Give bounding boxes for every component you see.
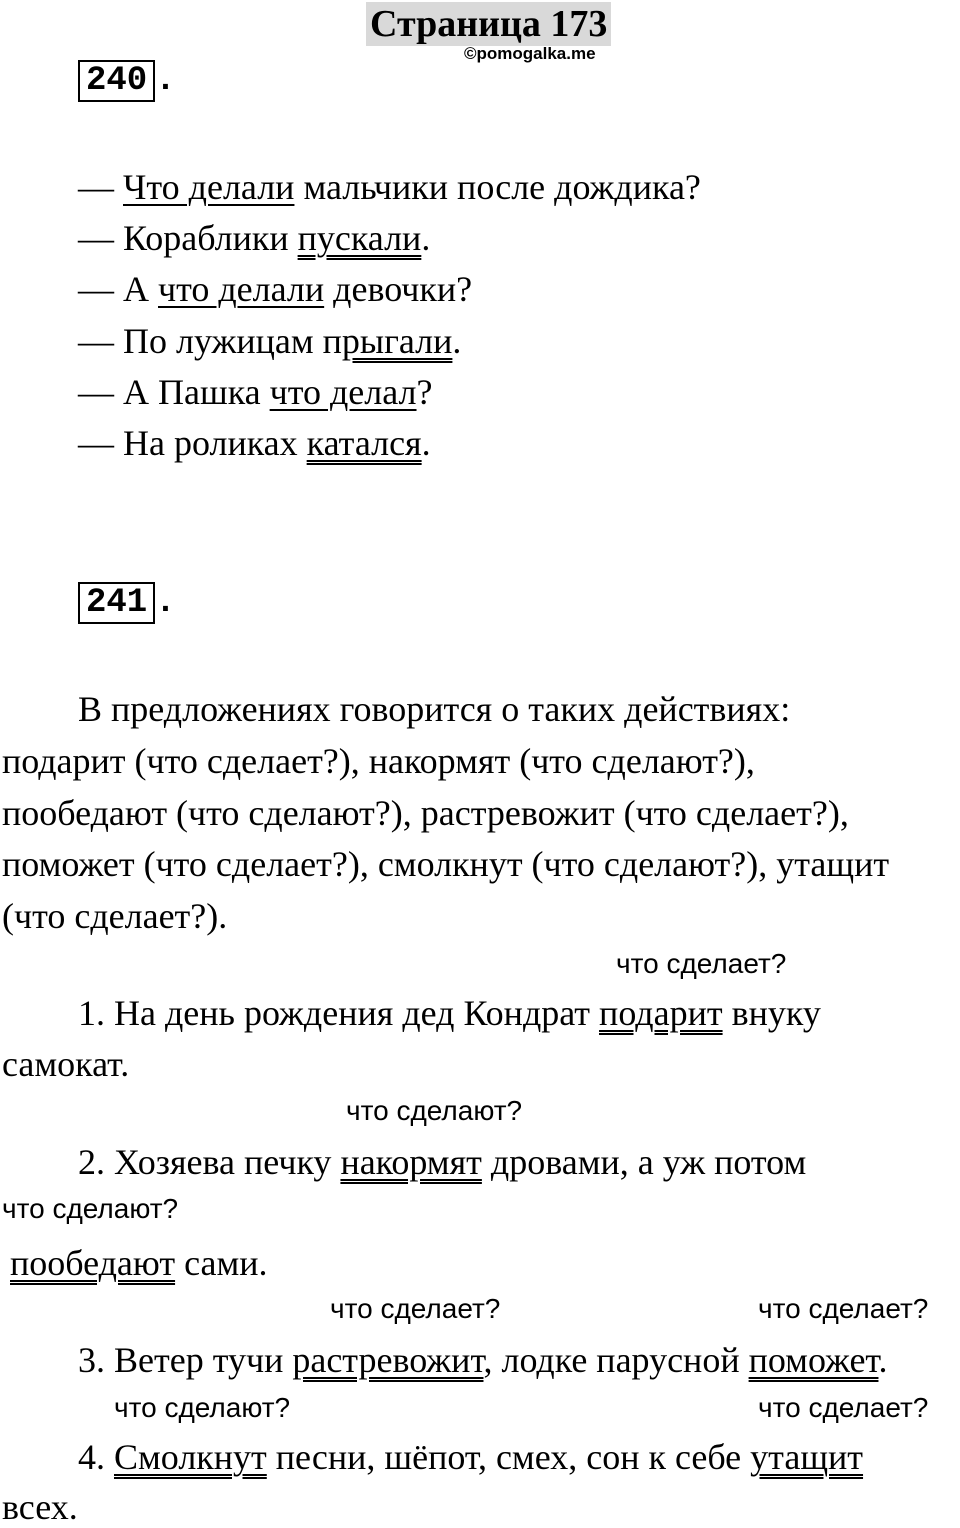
sentence-4: 4. Смолкнут песни, шёпот, смех, сон к себе утащит — [78, 1437, 864, 1477]
dialogue-line-5: — А Пашка что делал? — [78, 372, 433, 412]
sentence-1: 1. На день рождения дед Кондрат подарит внуку — [78, 993, 821, 1033]
question-label: что сделает? — [330, 1293, 501, 1324]
question-underlined: Что делали — [123, 167, 295, 207]
question-underlined: что делали — [158, 269, 325, 309]
predicate-underlined: рыгали — [341, 321, 453, 361]
predicate-underlined: накормят — [340, 1142, 482, 1182]
predicate-underlined: пообедают — [10, 1243, 176, 1283]
page-title: Страница 173 — [366, 2, 611, 46]
predicate-underlined: утащит — [750, 1437, 864, 1477]
exercise-number-240: 240 . — [78, 60, 176, 102]
question-label: что сделает? — [758, 1293, 929, 1324]
dialogue-line-2: — Кораблики пускали. — [78, 218, 431, 258]
intro-line-1: В предложениях говорится о таких действиях: — [78, 689, 791, 729]
question-label: что сделают? — [114, 1392, 291, 1423]
predicate-underlined: катался — [306, 423, 422, 463]
question-label: что сделают? — [2, 1193, 179, 1224]
sentence-3: 3. Ветер тучи растревожит, лодке парусной поможет. — [78, 1340, 888, 1380]
sentence-2: 2. Хозяева печку накормят дровами, а уж потом — [78, 1142, 807, 1182]
predicate-underlined: подарит — [599, 993, 723, 1033]
predicate-underlined: Смолкнут — [114, 1437, 267, 1477]
intro-line-5: (что сделает?). — [2, 896, 228, 936]
question-underlined: что делал — [269, 372, 417, 412]
intro-line-2: подарит (что сделает?), накормят (что сделают?), — [2, 741, 755, 781]
dialogue-line-4: — По лужицам прыгали. — [78, 321, 462, 361]
intro-line-3: пообедают (что сделают?), растревожит (что сделает?), — [2, 793, 849, 833]
predicate-underlined: пускали — [297, 218, 422, 258]
sentence-4-continuation: всех. — [2, 1487, 78, 1527]
predicate-underlined: поможет — [748, 1340, 879, 1380]
question-label: что сделает? — [758, 1392, 929, 1423]
sentence-1-continuation: самокат. — [2, 1044, 130, 1084]
watermark: ©pomogalka.me — [464, 44, 596, 63]
dialogue-line-6: — На роликах катался. — [78, 423, 431, 463]
intro-line-4: поможет (что сделает?), смолкнут (что сделают?), утащит — [2, 844, 890, 884]
dialogue-line-1: — Что делали мальчики после дождика? — [78, 167, 701, 207]
dialogue-line-3: — А что делали девочки? — [78, 269, 473, 309]
sentence-2-continuation: пообедают сами. — [10, 1243, 268, 1283]
exercise-number-241: 241 . — [78, 582, 176, 624]
question-label: что сделает? — [616, 948, 787, 979]
question-label: что сделают? — [346, 1095, 523, 1126]
predicate-underlined: растревожит — [292, 1340, 484, 1380]
